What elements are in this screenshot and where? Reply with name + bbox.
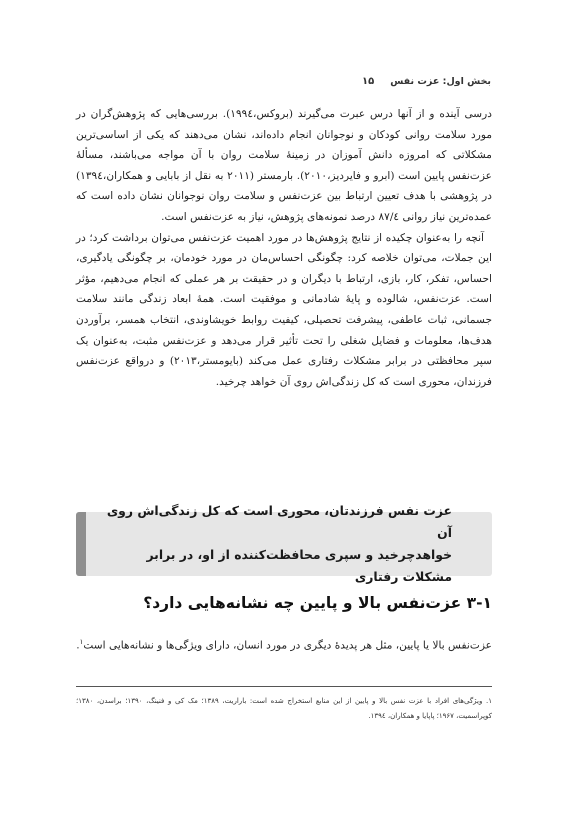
footnote-divider [76, 686, 492, 687]
pull-quote-line: خواهدچرخید و سپری محافظت‌کننده از او، در برابر مشکلات رفتاری [146, 547, 452, 584]
running-header [76, 72, 491, 90]
body-text [76, 104, 492, 392]
footnote-marker: ۱ [79, 638, 84, 646]
page-number: ۱۵ [362, 75, 375, 87]
paragraph: آنچه را به‌عنوان چکیده از نتایج پژوهش‌ها در مورد اهمیت عزت‌نفس می‌توان برداشت کرد؛ در این جملات، می‌توان خلاصه کرد: چگونگی احساس‌مان در مورد خودمان، بر چگونگی یادگیری، احساس، تفکر، کار، بازی، ارتباط با دیگران و در حقیقت بر هر عملی که انجام می‌دهیم، مؤثر است. عزت‌نفس، شالوده و پایهٔ شادمانی و موفقیت است. همهٔ ابعاد زندگی مانند سلامت جسمانی، ثبات عاطفی، پیشرفت تحصیلی، کیفیت روابط خویشاوندی، انتخاب همسر، برآوردن هدف‌ها، معلومات و فضایل شغلی را تحت تأثیر قرار می‌دهد و عزت‌نفس مثبت، به‌عنوان یک سپر محافظتی در برابر مشکلات رفتاری عمل می‌کند (بایومستر،۲۰۱۳) و درواقع عزت‌نفس فرزندان، محوری است که کل زندگی‌اش روی آن خواهد چرخید. [76, 231, 492, 388]
section-paragraph: عزت‌نفس بالا یا پایین، مثل هر پدیدهٔ دیگری در مورد انسان، دارای ویژگی‌ها و نشانه‌هایی است$^۱$. [76, 638, 492, 652]
pull-quote-box [76, 503, 492, 584]
pull-quote-line: عزت نفس فرزندتان، محوری است که کل زندگی‌اش روی آن [106, 503, 452, 540]
pull-quote-accent-bar [76, 512, 86, 576]
section-heading: ۳-۱ عزت‌نفس بالا و پایین چه نشانه‌هایی دارد؟ [143, 594, 492, 612]
paragraph: درسی آینده و از آنها درس عبرت می‌گیرند (بروکس،۱۹۹٤). بررسی‌هایی که پژوهش‌گران در مورد سلامت روانی کودکان و نوجوانان انجام داده‌اند، نشان می‌دهند که یکی از اساسی‌ترین مشکلاتی که امروزه دانش آموزان در زمینهٔ سلامت روان با آن مواجه می‌باشند، مسألهٔ عزت‌نفس پایین است (ابرو و فایردیز،۲۰۱۰). بارمستر (۲۰۱۱ به نقل از بابایی و همکاران،۱۳۹٤) در پژوهشی با هدف تعیین ارتباط بین عزت‌نفس و سلامت روان نوجوانان نشان داده است که عمده‌ترین نیاز روانی ۸۷/٤ درصد نمونه‌های پژوهش، نیاز به عزت‌نفس است. [76, 108, 492, 223]
pull-quote-text [76, 500, 492, 588]
footnote: ۱. ویژگی‌های افراد با عزت نفس بالا و پایین از این منابع استخراج شده است: باراریت، ۱۳۸۹؛ مک کی و فنینگ، ۱۳۹۰؛ براسدن، ۱۳۸۰؛ کوپراسمیت، ۱۹۶۷؛ پاپایا و همکاران، ۱۳۹٤. [76, 697, 492, 720]
running-title: بخش اول: عزت نفس [390, 75, 491, 87]
section-text: عزت‌نفس بالا یا پایین، مثل هر پدیدهٔ دیگری در مورد انسان، دارای ویژگی‌ها و نشانه‌هایی است [83, 639, 492, 652]
